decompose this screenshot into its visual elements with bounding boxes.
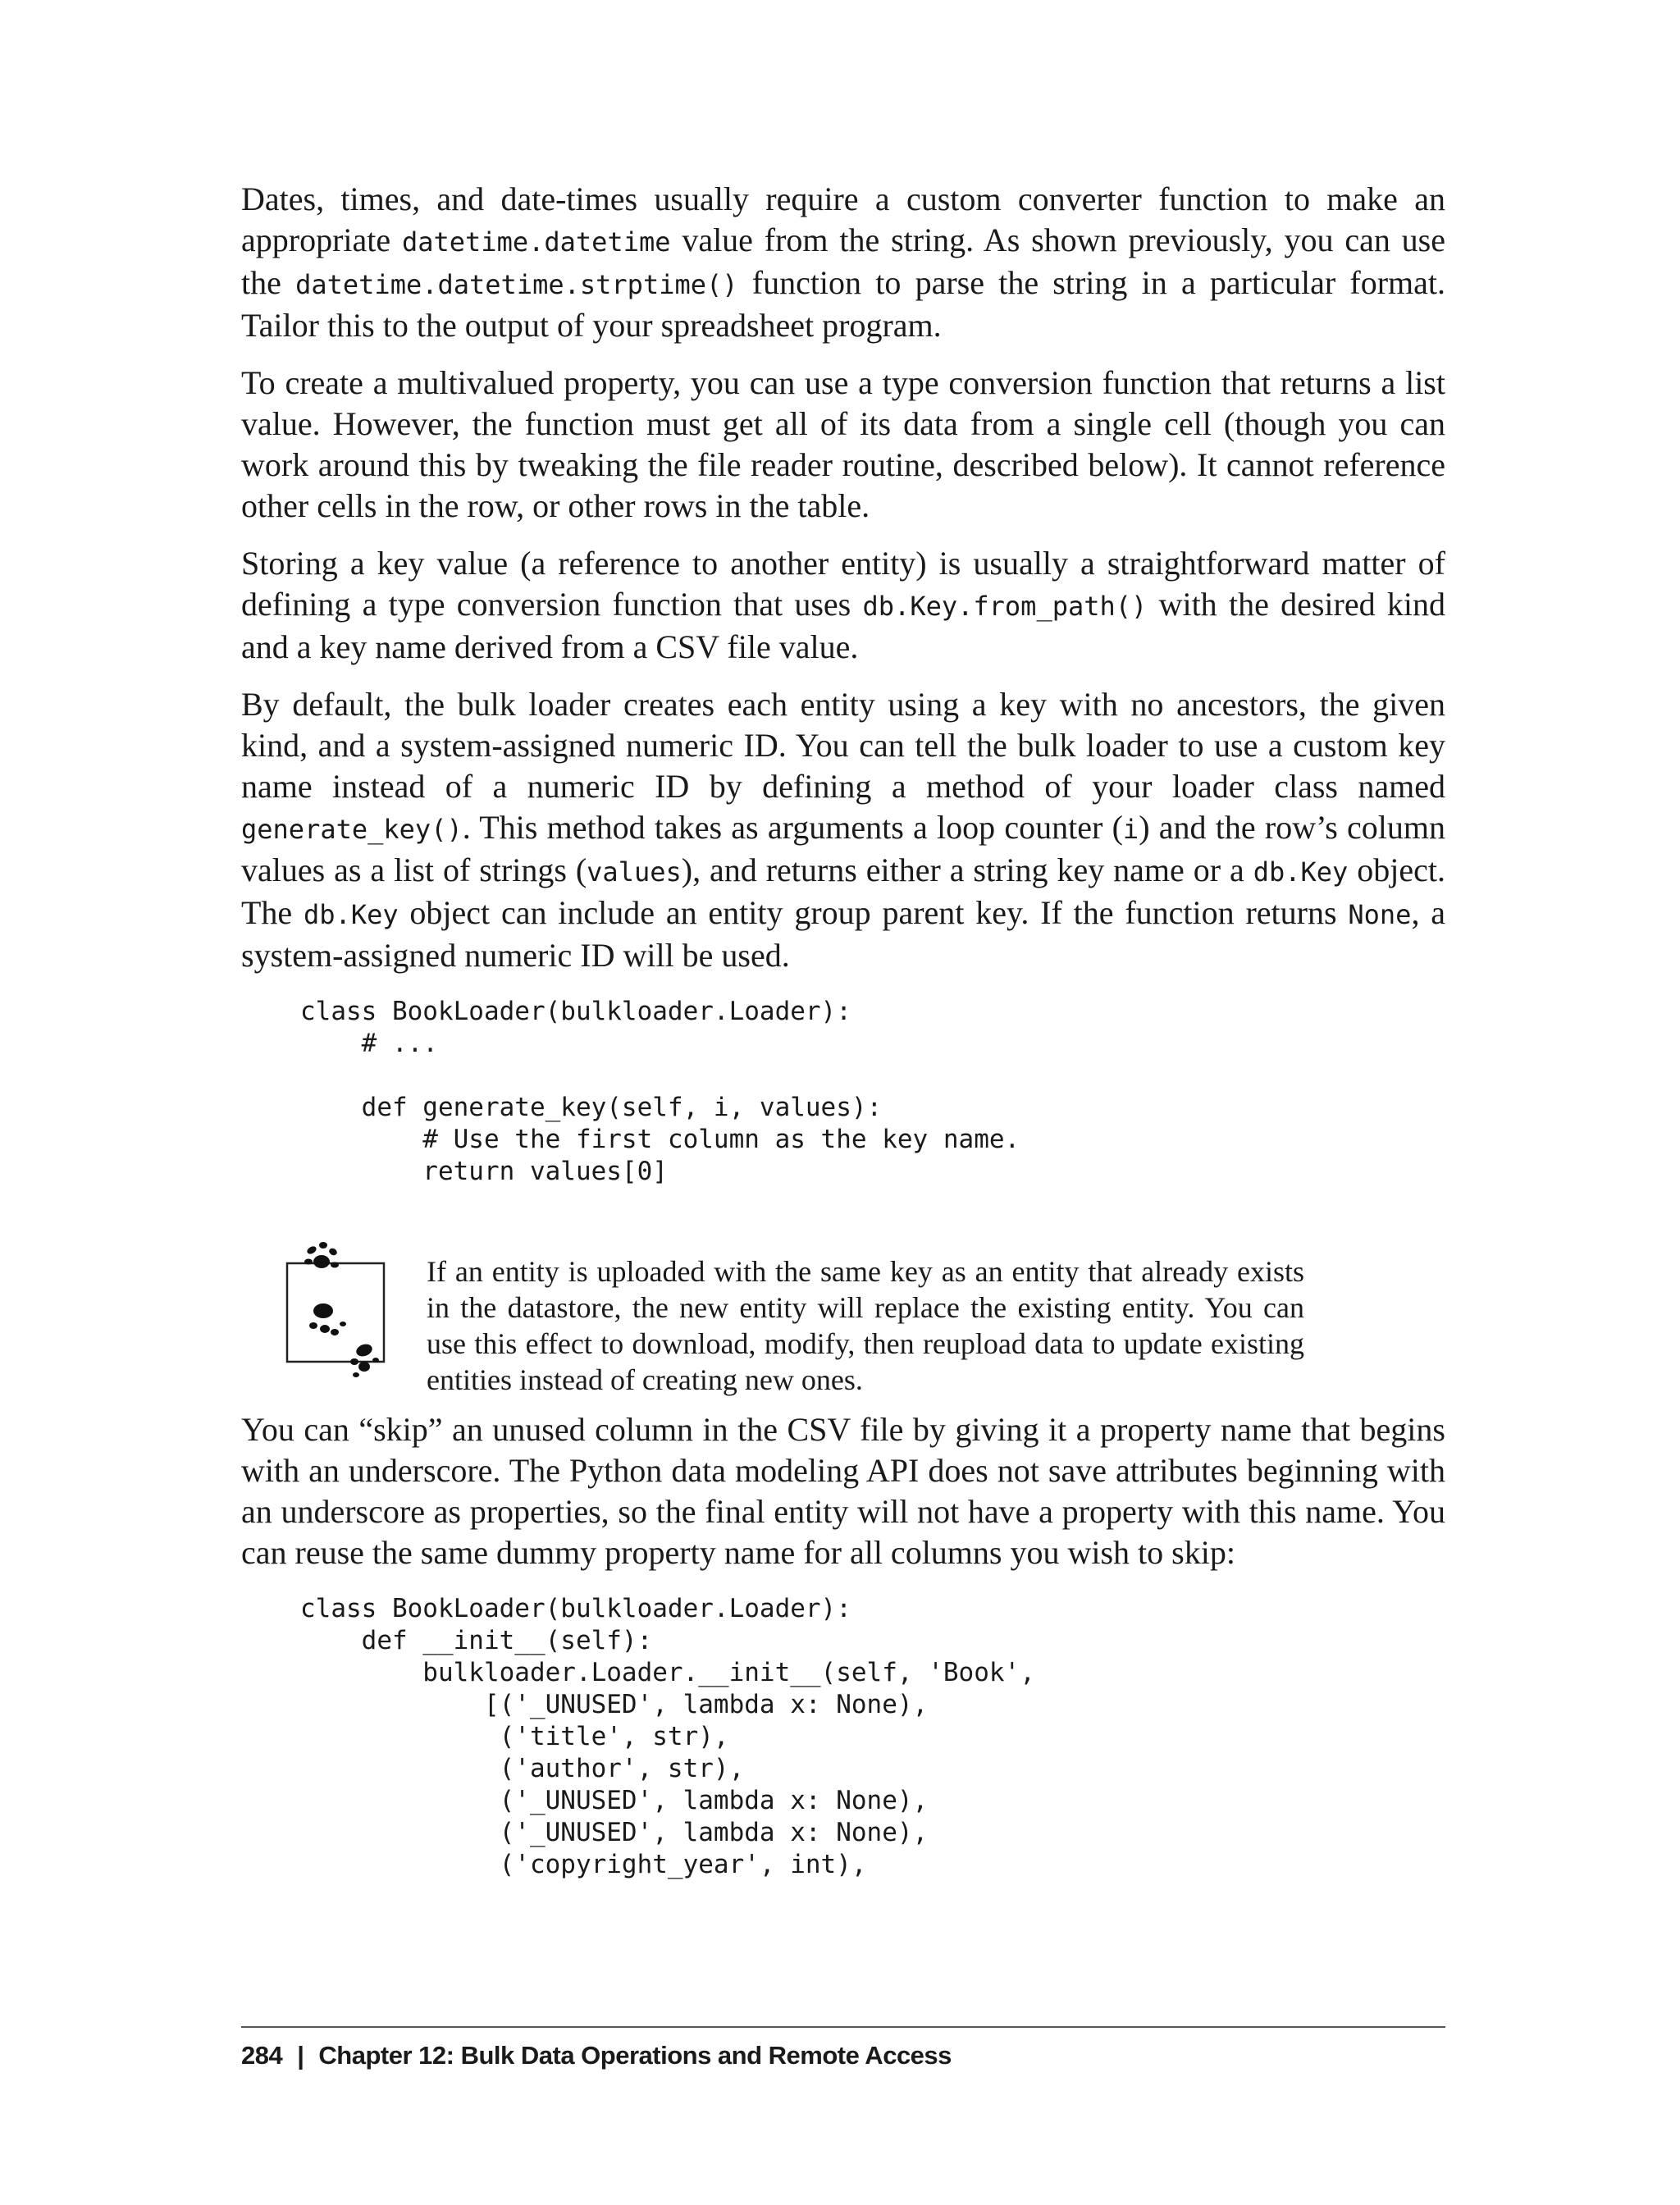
note-text: If an entity is uploaded with the same key as an entity that already exists in the datastore, the new entity will replace the existing entity. You can use this effect to download, modify, then reupload data to update existing entities instead of creating new ones. xyxy=(427,1255,1304,1396)
code-block-generate-key: class BookLoader(bulkloader.Loader): # ... def generate_key(self, i, values): # Use the first column as the key name. return values[0] xyxy=(300,997,1020,1186)
text-run: By default, the bulk loader creates each entity using a key with no ancestors, the given kind, and a system-assigned numeric ID. You can tell the bulk loader to use a custom key name instead of a numeric ID by defining a method of your loader class named xyxy=(241,686,1445,805)
paragraph-generate-key xyxy=(241,684,1445,976)
code-block-skip-column: class BookLoader(bulkloader.Loader): def __init__(self): bulkloader.Loader.__init__(self, 'Book', [('_UNUSED', lambda x: None), ('title', str), ('author', str), ('_UNUSED', lambda x: None), ('_UNUSED', lambda x: None), ('copyright_year', int), xyxy=(300,1594,1035,1879)
footer-rule xyxy=(241,2026,1445,2028)
text-run: function to parse the string in a particular format. Tailor this to the output of your spreadsheet program. xyxy=(241,264,1445,344)
chapter-title: Chapter 12: Bulk Data Operations and Remote Access xyxy=(318,2041,952,2070)
paragraph-multivalued xyxy=(241,363,1445,527)
paragraph-skip-column xyxy=(241,1409,1445,1573)
note-box xyxy=(241,1253,1445,1409)
inline-code: i xyxy=(1122,814,1139,845)
text-run: ) and the row’s column values as a list of strings ( xyxy=(241,809,1446,888)
text-run: object can include an entity group parent key. If the function returns xyxy=(398,894,1349,931)
inline-code: None xyxy=(1348,899,1412,930)
inline-code: db.Key.from_path() xyxy=(862,591,1148,622)
page-number: 284 xyxy=(241,2041,283,2070)
text-run: Dates, times, and date-times usually require a custom converter function to make an appropriate xyxy=(241,180,1445,258)
text-run: object. The xyxy=(241,851,1445,931)
inline-code: datetime.datetime.strptime() xyxy=(295,269,738,300)
text-run: . This method takes as arguments a loop counter ( xyxy=(462,809,1123,846)
text-run: with the desired kind and a key name derived from a CSV file value. xyxy=(241,586,1445,665)
text-run: value from the string. As shown previously, you can use the xyxy=(241,221,1445,301)
paragraph-key-value xyxy=(241,543,1445,668)
text-run: You can “skip” an unused column in the CSV file by giving it a property name that begins with an underscore. The Python data modeling API does not save attributes beginning with an underscore as properties, so the final entity will not have a property with this name. You can reuse the same dummy property name for all columns you wish to skip: xyxy=(241,1411,1445,1571)
text-run: Storing a key value (a reference to another entity) is usually a straightforward matter of defining a type conversion function that uses xyxy=(241,545,1445,623)
footer-separator: | xyxy=(297,2041,304,2070)
text-run: To create a multivalued property, you can use a type conversion function that returns a list value. However, the function must get all of its data from a single cell (though you can work around this by tweaking the file reader routine, described below). It cannot reference other cells in the row, or other rows in the table. xyxy=(241,364,1445,524)
page-content xyxy=(241,179,1445,1881)
text-run: ), and returns either a string key name or a xyxy=(681,851,1253,888)
inline-code: db.Key xyxy=(304,899,399,930)
inline-code: datetime.datetime xyxy=(401,226,671,258)
page-footer xyxy=(241,2026,1445,2070)
footer-text xyxy=(241,2041,1445,2070)
text-run: , a system-assigned numeric ID will be used. xyxy=(241,894,1446,974)
inline-code: generate_key() xyxy=(241,814,463,845)
raccoon-tracks-icon xyxy=(285,1229,392,1401)
inline-code: db.Key xyxy=(1253,856,1349,888)
inline-code: values xyxy=(587,856,682,888)
paragraph-datetime xyxy=(241,179,1445,346)
